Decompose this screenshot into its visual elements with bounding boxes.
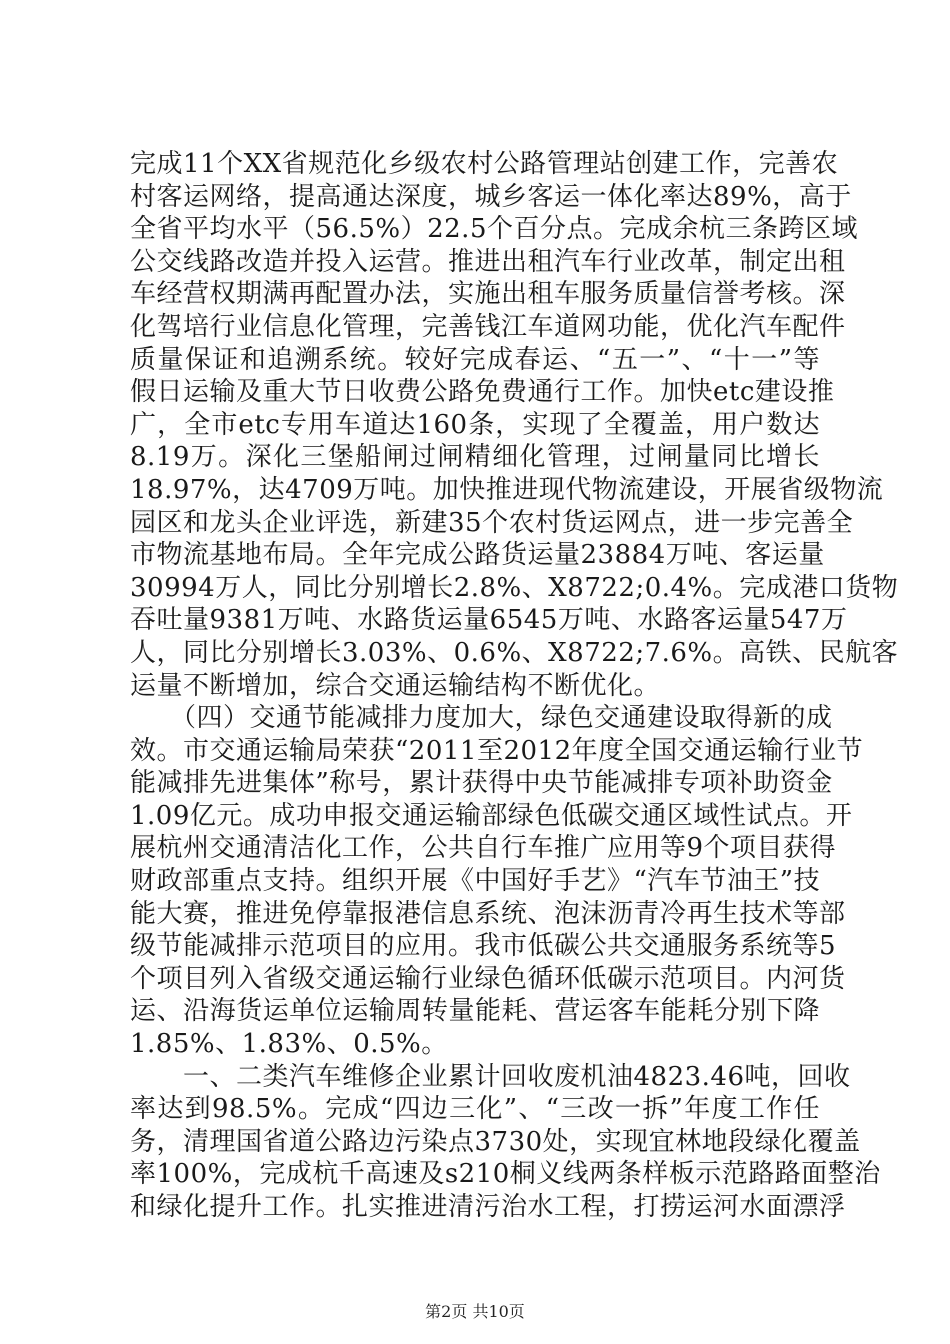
text-line: 18.97%，达4709万吨。加快推进现代物流建设，开展省级物流 — [130, 474, 884, 505]
text-line: 一、二类汽车维修企业累计回收废机油4823.46吨，回收 — [130, 1061, 851, 1092]
text-line: 务，清理国省道公路边污染点3730处，实现宜林地段绿化覆盖 — [130, 1126, 861, 1157]
text-line: 率达到98.5%。完成“四边三化”、“三改一拆”年度工作任 — [130, 1094, 820, 1125]
text-line: 能大赛，推进免停靠报港信息系统、泡沫沥青冷再生技术等部 — [130, 898, 846, 929]
text-line: 化驾培行业信息化管理，完善钱江车道网功能，优化汽车配件 — [130, 311, 846, 342]
text-line: 运量不断增加，综合交通运输结构不断优化。 — [130, 670, 661, 701]
text-line: 人，同比分别增长3.03%、0.6%、X8722;7.6%。高铁、民航客 — [130, 637, 899, 668]
page-number-footer: 第2页 共10页 — [425, 1302, 525, 1321]
text-line: 运、沿海货运单位运输周转量能耗、营运客车能耗分别下降 — [130, 996, 820, 1027]
document-body — [130, 148, 899, 1224]
text-line: 个项目列入省级交通运输行业绿色循环低碳示范项目。内河货 — [130, 963, 846, 994]
text-line: 质量保证和追溯系统。较好完成春运、“五一”、“十一”等 — [130, 344, 820, 375]
text-line: 车经营权期满再配置办法，实施出租车服务质量信誉考核。深 — [130, 279, 846, 310]
text-line: 能减排先进集体”称号，累计获得中央节能减排专项补助资金 — [130, 768, 833, 799]
text-line: （四）交通节能减排力度加大，绿色交通建设取得新的成 — [130, 703, 833, 734]
text-line: 效。市交通运输局荣获“2011至2012年度全国交通运输行业节 — [130, 735, 864, 766]
text-line: 8.19万。深化三堡船闸过闸精细化管理，过闸量同比增长 — [130, 442, 820, 473]
text-line: 率100%，完成杭千高速及s210桐义线两条样板示范路路面整治 — [130, 1159, 881, 1190]
text-line: 1.09亿元。成功申报交通运输部绿色低碳交通区域性试点。开 — [130, 800, 853, 831]
text-line: 广，全市etc专用车道达160条，实现了全覆盖，用户数达 — [130, 409, 820, 440]
text-line: 市物流基地布局。全年完成公路货运量23884万吨、客运量 — [130, 540, 825, 571]
text-line: 园区和龙头企业评选，新建35个农村货运网点，进一步完善全 — [130, 507, 854, 538]
text-line: 级节能减排示范项目的应用。我市低碳公共交通服务系统等5 — [130, 931, 837, 962]
text-line: 展杭州交通清洁化工作，公共自行车推广应用等9个项目获得 — [130, 833, 837, 864]
text-line: 财政部重点支持。组织开展《中国好手艺》“汽车节油王”技 — [130, 866, 821, 897]
text-line: 吞吐量9381万吨、水路货运量6545万吨、水路客运量547万 — [130, 605, 848, 636]
text-line: 全省平均水平（56.5%）22.5个百分点。完成余杭三条跨区域 — [130, 214, 858, 245]
text-line: 1.85%、1.83%、0.5%。 — [130, 1029, 448, 1060]
text-line: 30994万人，同比分别增长2.8%、X8722;0.4%。完成港口货物 — [130, 572, 899, 603]
text-line: 和绿化提升工作。扎实推进清污治水工程，打捞运河水面漂浮 — [130, 1192, 846, 1222]
text-line: 假日运输及重大节日收费公路免费通行工作。加快etc建设推 — [130, 377, 835, 408]
text-line: 公交线路改造并投入运营。推进出租汽车行业改革，制定出租 — [130, 246, 846, 277]
text-line: 村客运网络，提高通达深度，城乡客运一体化率达89%，高于 — [130, 181, 852, 212]
text-line: 完成11个XX省规范化乡级农村公路管理站创建工作，完善农 — [130, 149, 839, 179]
